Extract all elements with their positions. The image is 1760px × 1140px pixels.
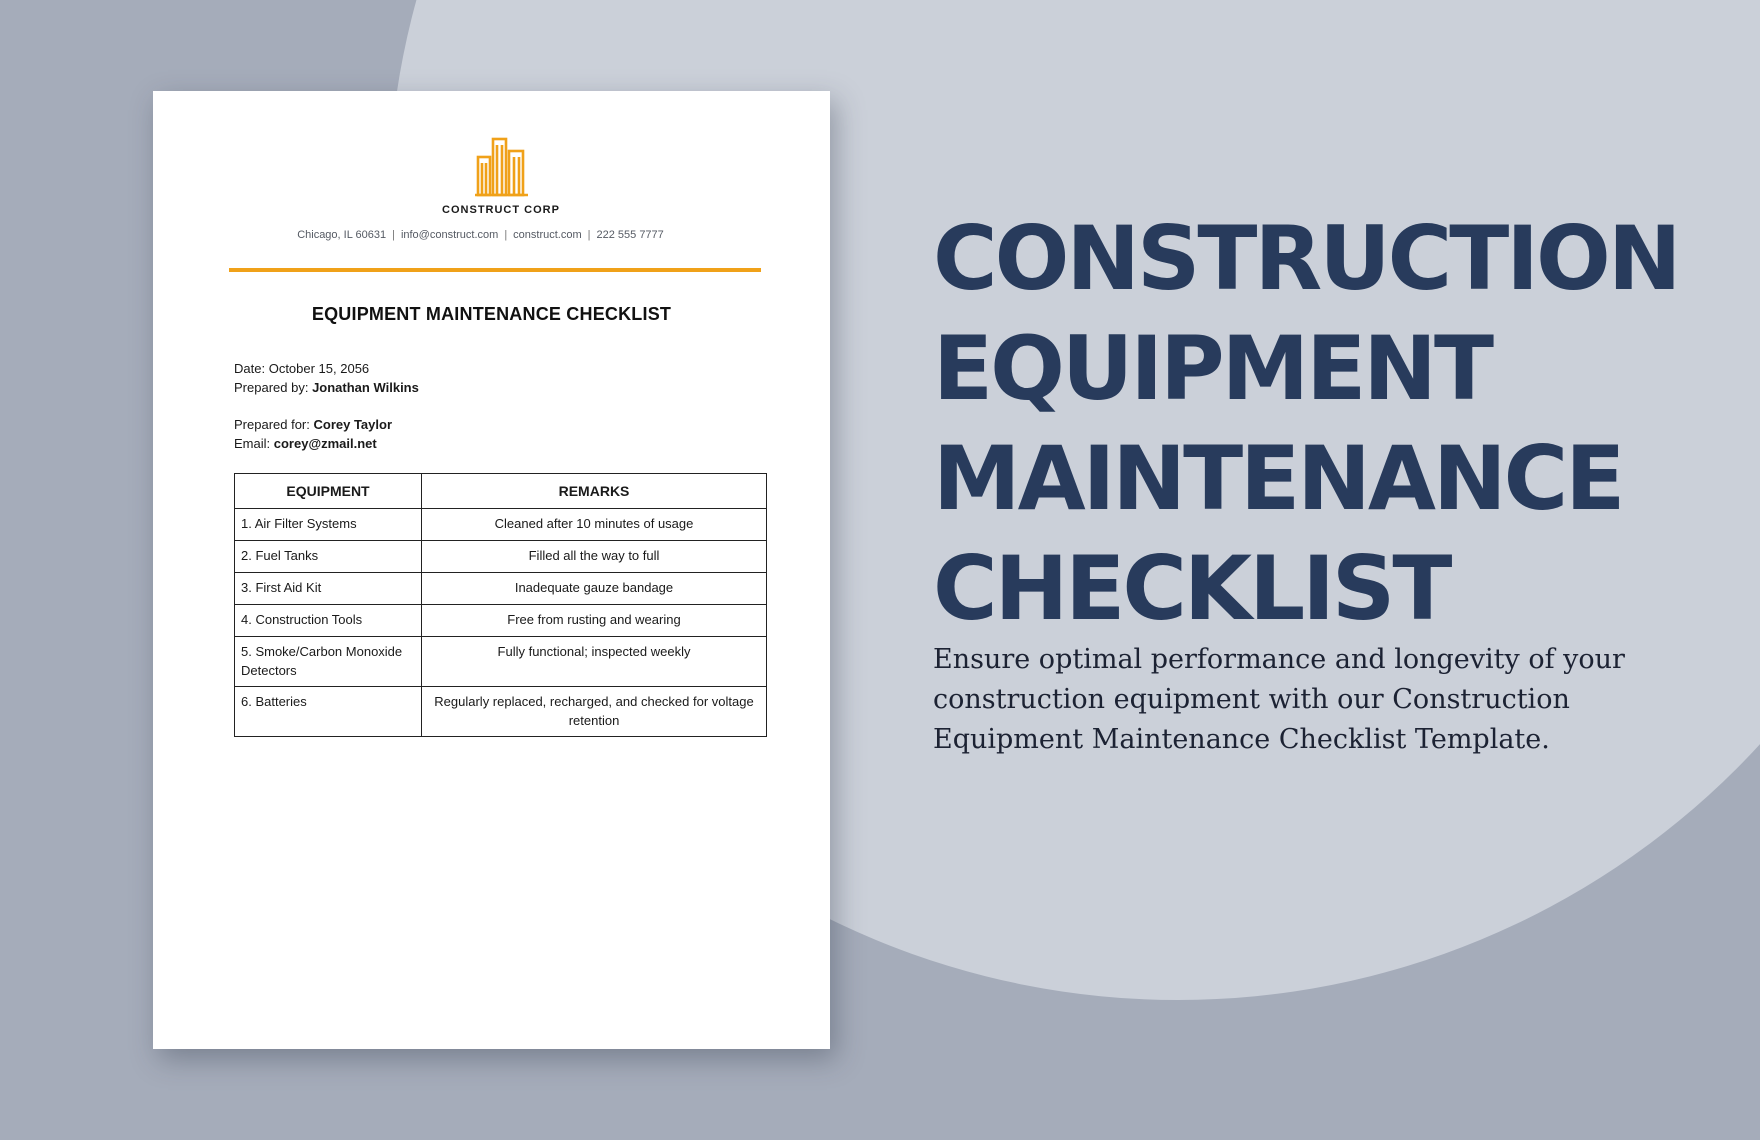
header-divider <box>229 268 761 272</box>
date-label: Date: <box>234 361 266 376</box>
contact-separator: | <box>504 229 508 241</box>
contact-separator: | <box>392 229 395 241</box>
prepared-for-label: Prepared for: <box>234 417 310 432</box>
email-label: Email: <box>234 436 271 451</box>
contact-separator: | <box>587 229 591 241</box>
email-value[interactable]: corey@zmail.net <box>273 436 377 451</box>
remarks-cell: Inadequate gauze bandage <box>422 573 767 605</box>
promo-description: Ensure optimal performance and longevity of your construction equipment with our Construction Equipment Maintenance Checklist Template. <box>933 644 1625 755</box>
column-header-remarks: REMARKS <box>422 474 767 509</box>
building-icon <box>473 135 531 197</box>
equipment-cell: 6. Batteries <box>235 687 422 737</box>
equipment-cell: 1. Air Filter Systems <box>235 509 422 541</box>
table-row <box>235 637 767 687</box>
remarks-cell: Fully functional; inspected weekly <box>422 637 767 687</box>
headline-line: CHECKLIST <box>933 537 1450 640</box>
company-name: CONSTRUCT CORP <box>442 204 560 216</box>
contact-website[interactable]: construct.com <box>513 229 582 241</box>
checklist-table <box>234 473 767 737</box>
remarks-cell: Cleaned after 10 minutes of usage <box>422 509 767 541</box>
prepared-for-value: Corey Taylor <box>313 417 393 432</box>
equipment-cell: 3. First Aid Kit <box>235 573 422 605</box>
email-line <box>234 434 392 453</box>
table-row <box>235 509 767 541</box>
contact-city: Chicago, IL 60631 <box>297 229 387 241</box>
table-row <box>235 687 767 737</box>
table-row <box>235 573 767 605</box>
remarks-cell: Free from rusting and wearing <box>422 605 767 637</box>
document-page <box>153 91 830 1049</box>
remarks-cell: Regularly replaced, recharged, and checked for voltage retention <box>422 687 767 737</box>
remarks-cell: Filled all the way to full <box>422 541 767 573</box>
table-header-row <box>235 474 767 509</box>
document-title: EQUIPMENT MAINTENANCE CHECKLIST <box>311 304 672 324</box>
contact-phone: 222 555 7777 <box>596 229 664 241</box>
contact-email[interactable]: info@construct.com <box>400 229 499 241</box>
date-value: October 15, 2056 <box>268 361 370 376</box>
prepared-by-value: Jonathan Wilkins <box>312 380 419 395</box>
equipment-cell: 2. Fuel Tanks <box>235 541 422 573</box>
headline-line: CONSTRUCTION <box>933 207 1679 310</box>
prepared-by-label: Prepared by: <box>234 380 309 395</box>
contact-line <box>153 229 808 241</box>
prepared-by-line <box>234 378 419 397</box>
headline-line: MAINTENANCE <box>933 427 1623 530</box>
document-meta-block <box>234 359 419 397</box>
date-line <box>234 359 419 378</box>
recipient-block <box>234 415 392 453</box>
prepared-for-line <box>234 415 392 434</box>
table-row <box>235 605 767 637</box>
equipment-cell: 4. Construction Tools <box>235 605 422 637</box>
promo-headline <box>933 204 1713 644</box>
column-header-equipment: EQUIPMENT <box>235 474 422 509</box>
headline-line: EQUIPMENT <box>933 317 1491 420</box>
table-row <box>235 541 767 573</box>
equipment-cell: 5. Smoke/Carbon Monoxide Detectors <box>235 637 422 687</box>
